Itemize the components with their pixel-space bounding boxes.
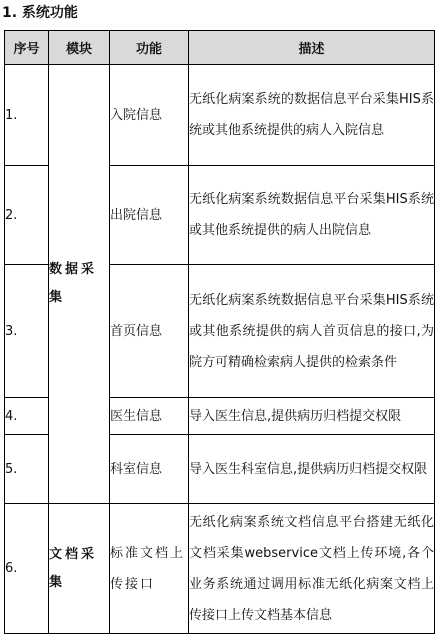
module-cell: 文档采集 (49, 504, 110, 634)
row-description: 导入医生信息,提供病历归档提交权限 (189, 398, 435, 435)
row-index: 1. (5, 65, 49, 166)
row-index: 3. (5, 265, 49, 398)
row-index: 2. (5, 166, 49, 265)
row-index: 4. (5, 398, 49, 435)
row-description: 无纸化病案系统数据信息平台采集HIS系统或其他系统提供的病人出院信息 (189, 166, 435, 265)
row-index: 5. (5, 435, 49, 504)
header-description: 描述 (189, 31, 435, 65)
row-function: 科室信息 (110, 435, 189, 504)
row-description: 无纸化病案系统文档信息平台搭建无纸化文档采集webservice文档上传环境,各个业务系统通过调用标准无纸化病案文档上传接口上传文档基本信息 (189, 504, 435, 634)
table-row (5, 65, 435, 166)
row-index: 6. (5, 504, 49, 634)
row-function: 首页信息 (110, 265, 189, 398)
table-row (5, 504, 435, 634)
row-description: 无纸化病案系统数据信息平台采集HIS系统或其他系统提供的病人首页信息的接口,为院方可精确检索病人提供的检索条件 (189, 265, 435, 398)
header-module: 模块 (49, 31, 110, 65)
header-function: 功能 (110, 31, 189, 65)
section-heading: 1. 系统功能 (2, 5, 78, 21)
system-function-table (4, 30, 435, 634)
row-function: 入院信息 (110, 65, 189, 166)
row-function: 标准文档上传接口 (110, 504, 189, 634)
table-header-row (5, 31, 435, 65)
module-cell: 数据采集 (49, 65, 110, 504)
header-index: 序号 (5, 31, 49, 65)
row-description: 导入医生科室信息,提供病历归档提交权限 (189, 435, 435, 504)
row-description: 无纸化病案系统的数据信息平台采集HIS系统或其他系统提供的病人入院信息 (189, 65, 435, 166)
row-function: 医生信息 (110, 398, 189, 435)
row-function: 出院信息 (110, 166, 189, 265)
